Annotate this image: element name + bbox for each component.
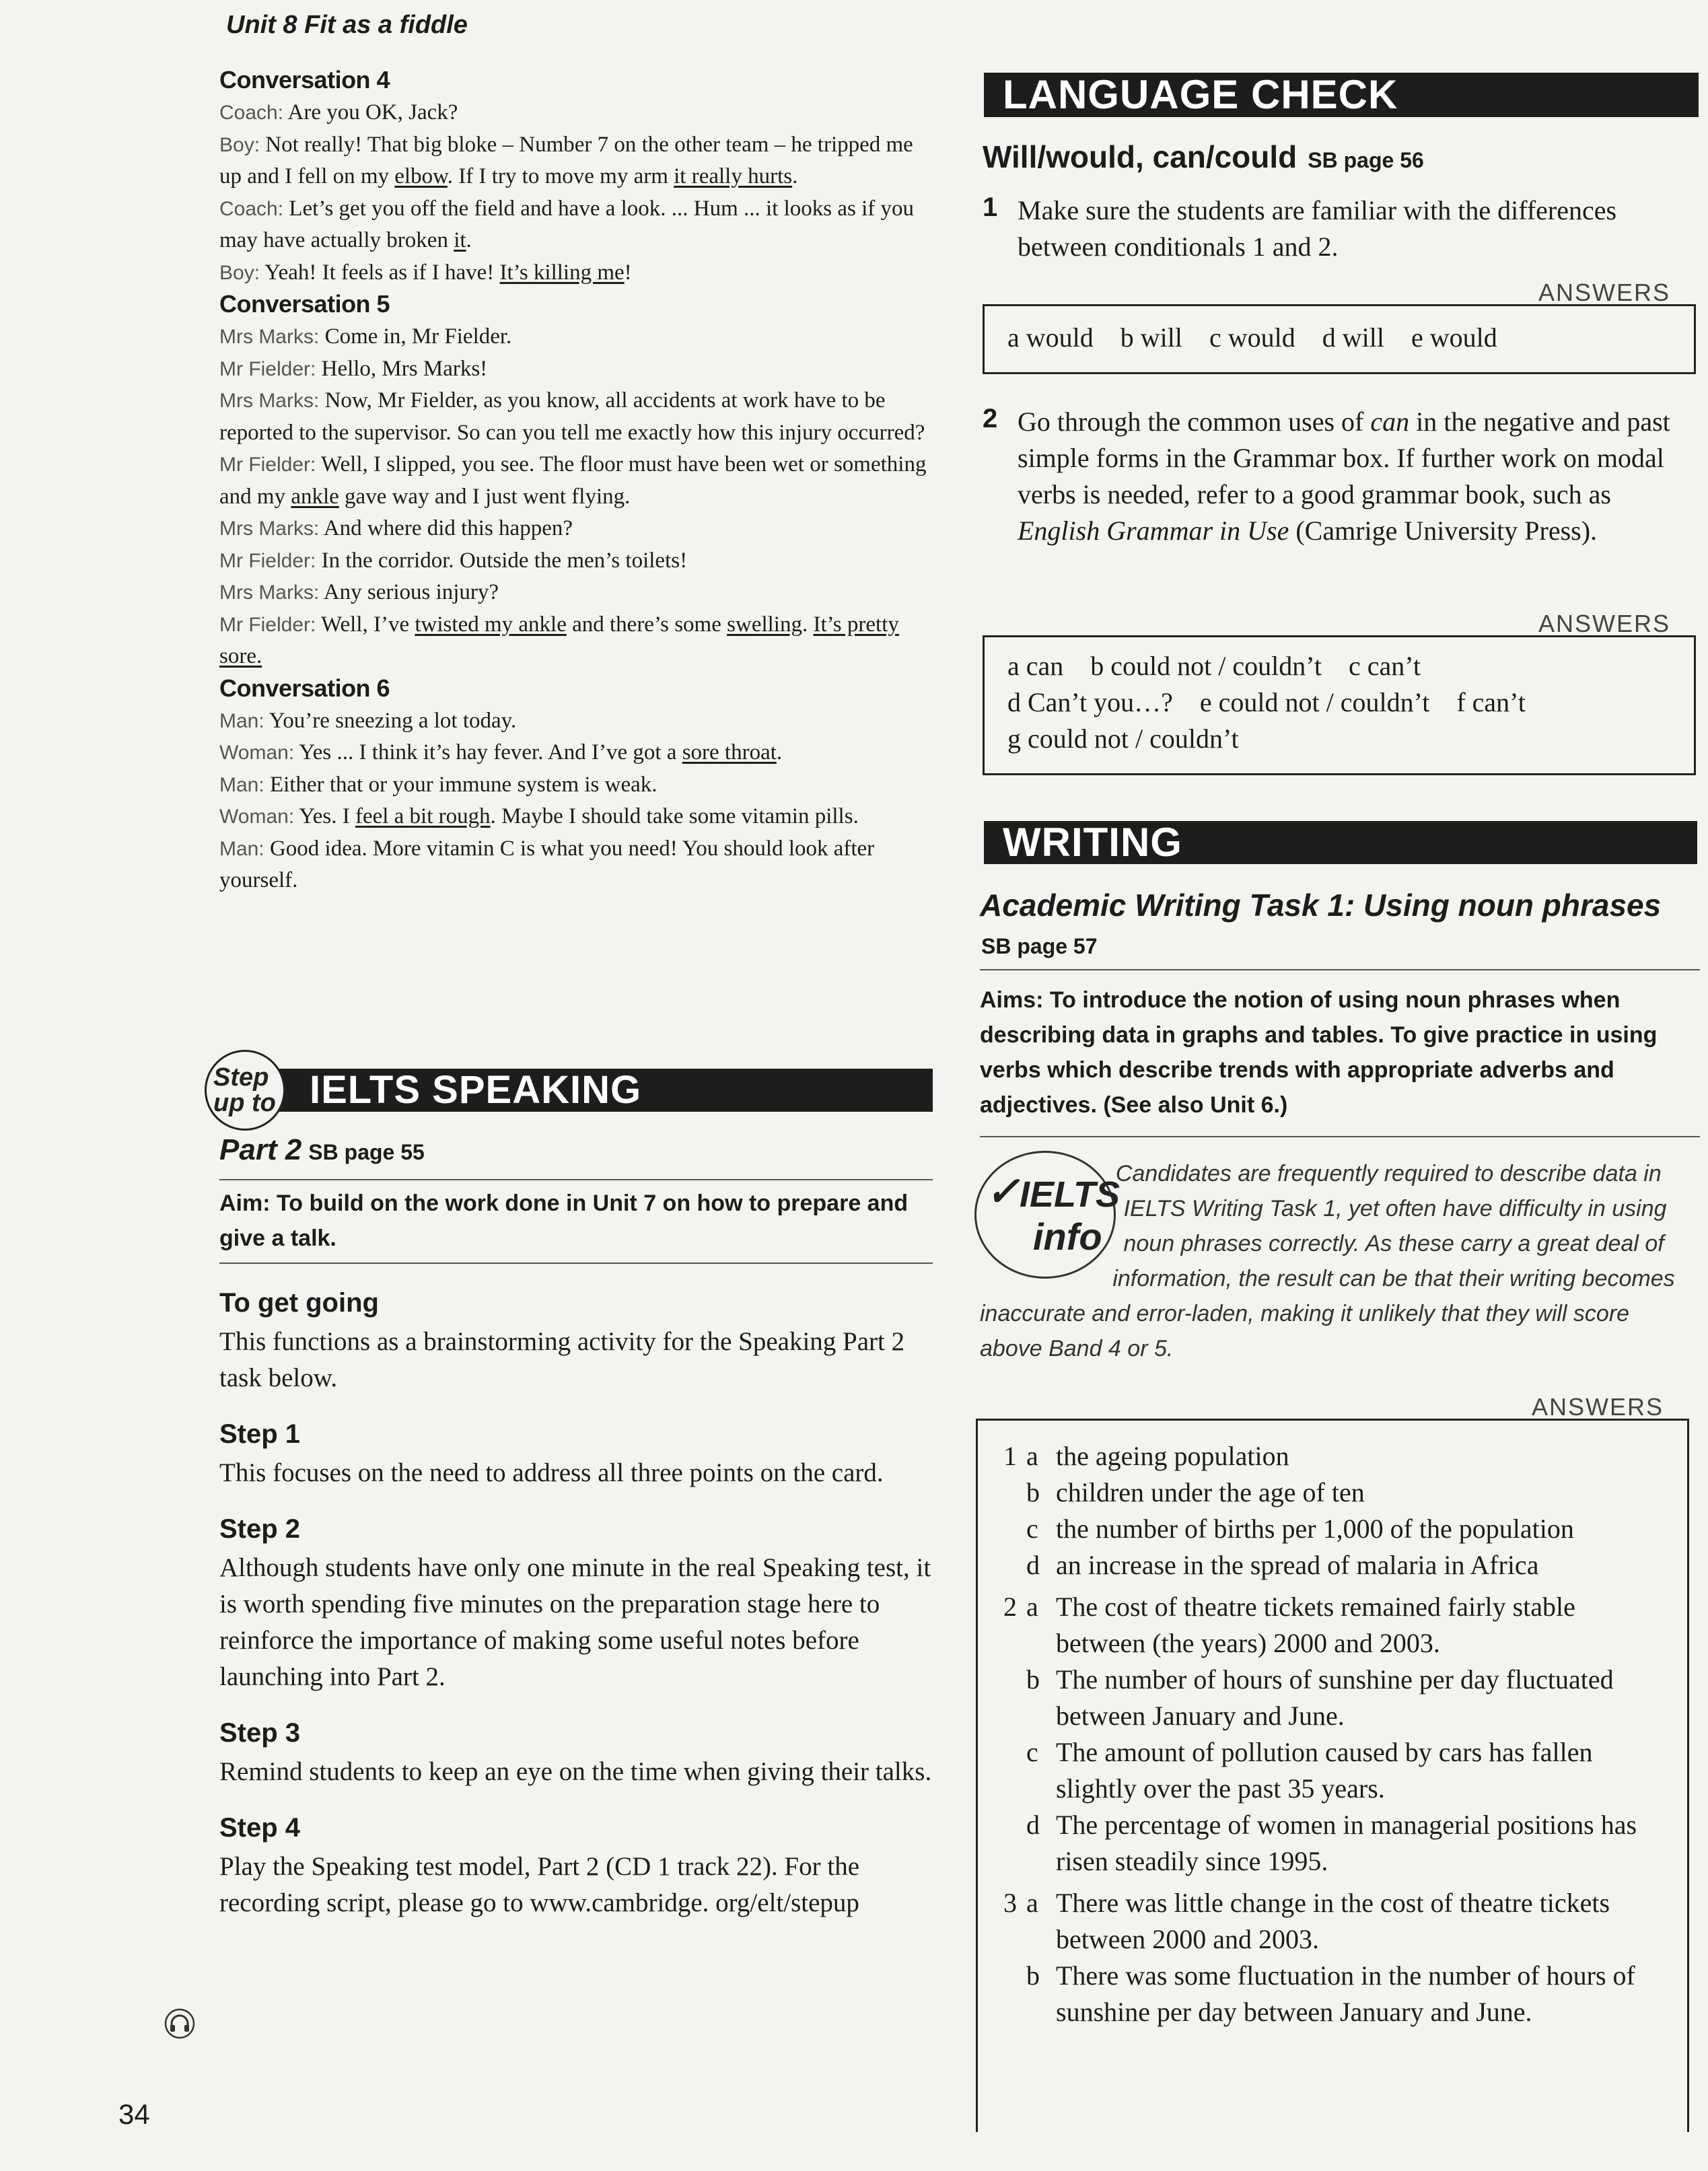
line-text: Yes. I: [299, 804, 355, 828]
aim-box: [219, 1179, 933, 1264]
writing-title: Academic Writing Task 1: Using noun phrases: [980, 888, 1662, 923]
answer-text: the number of births per 1,000 of the population: [1056, 1514, 1574, 1544]
answer-letter: d: [1322, 322, 1336, 353]
step-text: Although students have only one minute in the real Speaking test, it is worth spending five minutes on the preparation stage here to reinforce the importance of making some useful notes before launching into Part 2.: [219, 1553, 931, 1691]
speaker-label: Mrs Marks:: [219, 518, 320, 540]
language-check-title: Will/would, can/could: [983, 139, 1297, 174]
ielts-info-box: [980, 1156, 1697, 1366]
answer-row: [1003, 1547, 1667, 1583]
speaker-label: Mrs Marks:: [219, 581, 320, 604]
line-text: !: [624, 260, 632, 285]
answers-label: ANSWERS: [1538, 610, 1671, 637]
line-text: .: [776, 740, 783, 764]
dialog-line: [219, 321, 929, 353]
speaker-label: Mr Fielder:: [219, 549, 316, 572]
answer-number: [1003, 1547, 1026, 1583]
answer-text: will: [1140, 322, 1182, 353]
answer-text: The amount of pollution caused by cars has fallen slightly over the past 35 years.: [1056, 1737, 1593, 1804]
speaker-label: Mr Fielder:: [219, 454, 316, 476]
speaker-label: Coach:: [219, 102, 284, 124]
item-text: Make sure the students are familiar with the differences between conditionals 1 and 2.: [1018, 195, 1617, 262]
answer-letter: d: [1026, 1810, 1040, 1840]
dialog-line: [219, 737, 929, 769]
speaker-label: Man:: [219, 837, 264, 860]
answer-text: will: [1342, 322, 1384, 353]
answer-row: [1003, 1438, 1667, 1474]
line-text: Come in, Mr Fielder.: [324, 324, 512, 349]
language-check-banner: [984, 73, 1699, 117]
answers-line: [1007, 721, 1671, 757]
answer-number: 3: [1003, 1888, 1017, 1918]
answer-number: [1003, 1958, 1026, 2030]
sb-page-ref: SB page 57: [981, 934, 1098, 958]
speaking-steps: [219, 1288, 933, 1921]
answer-row: [1003, 1885, 1667, 1958]
answer-letter: a: [1026, 1592, 1038, 1622]
ielts-badge-line1: IELTS: [1020, 1174, 1120, 1215]
answer-row: [1003, 1511, 1667, 1547]
answer-letter: b: [1120, 322, 1134, 353]
speaker-label: Mrs Marks:: [219, 390, 320, 412]
step-up-badge: [205, 1050, 285, 1131]
answers-box-1: [983, 304, 1696, 374]
line-text: Yeah! It feels as if I have!: [264, 260, 500, 285]
dialog-line: [219, 97, 929, 129]
underlined-phrase: ankle: [291, 484, 339, 509]
answer-text: the ageing population: [1056, 1441, 1289, 1471]
underlined-phrase: it really hurts: [674, 164, 793, 188]
writing-banner: [984, 821, 1697, 864]
speaker-label: Boy:: [219, 261, 260, 284]
dialog-line: [219, 769, 929, 802]
italic-phrase: English Grammar in Use: [1018, 515, 1289, 546]
answer-text: would: [1026, 322, 1094, 353]
line-text: .: [792, 164, 798, 188]
language-check-banner-label: LANGUAGE CHECK: [1003, 72, 1398, 117]
conversation-heading: Conversation 6: [219, 674, 390, 702]
step-up-badge-line1: Step: [213, 1063, 269, 1092]
ielts-badge-line2: info: [1033, 1215, 1102, 1258]
dialog-line: [219, 577, 929, 609]
line-text: Any serious injury?: [323, 580, 499, 604]
answer-text: an increase in the spread of malaria in Africa: [1056, 1550, 1539, 1580]
underlined-phrase: sore throat: [682, 740, 777, 764]
answer-number: [1003, 1474, 1026, 1511]
underlined-phrase: It’s pretty sore.: [219, 612, 899, 668]
answer-letter: e: [1411, 322, 1423, 353]
answer-row: [1003, 1589, 1667, 1662]
conversation-5: [219, 290, 929, 673]
answer-letter: c: [1026, 1514, 1038, 1544]
answer-letter: e: [1199, 687, 1212, 717]
answer-letter: d: [1026, 1550, 1040, 1580]
line-text: .: [466, 228, 472, 252]
line-text: Hello, Mrs Marks!: [321, 356, 488, 381]
line-text: Are you OK, Jack?: [287, 100, 458, 124]
item-number: 1: [983, 192, 998, 222]
line-text: And where did this happen?: [323, 516, 573, 540]
speaking-step: [219, 1514, 933, 1695]
answer-number: [1003, 1511, 1026, 1547]
line-text: Not really! That big bloke – Number 7 on the other team – he tripped me up and I fell on my: [219, 132, 913, 188]
speaking-step: [219, 1813, 933, 1921]
line-text: Now, Mr Fielder, as you know, all accidents at work have to be reported to the supervisor. So can you tell me exactly how this injury occurred?: [219, 388, 925, 445]
answer-text: The percentage of women in managerial positions has risen steadily since 1995.: [1056, 1810, 1637, 1876]
step-heading: Step 1: [219, 1419, 301, 1449]
answer-row: [1003, 1662, 1667, 1734]
check-icon: ✓: [986, 1169, 1020, 1214]
writing-banner-label: WRITING: [1003, 820, 1182, 865]
dialog-line: [219, 385, 929, 449]
answers-row: [1007, 320, 1671, 356]
headphones-icon: [164, 2008, 195, 2039]
line-text: Let’s get you off the field and have a look. ... Hum ... it looks as if you may have actually broken: [219, 196, 915, 252]
answer-text: could not / couldn’t: [1110, 651, 1322, 681]
underlined-phrase: twisted my ankle: [415, 612, 567, 637]
step-up-badge-line2: up to: [213, 1089, 276, 1117]
speaking-banner: [269, 1069, 933, 1112]
page-number: 34: [118, 2098, 150, 2130]
answer-row: [1003, 1807, 1667, 1880]
line-text: and there’s some: [566, 612, 727, 637]
language-check-item-1: [983, 192, 1696, 265]
answer-row: [1003, 1958, 1667, 2030]
speaker-label: Boy:: [219, 133, 260, 156]
item-text-part: in the negative and past simple forms in the Grammar box. If further work on modal verbs is needed, refer to a good grammar book, such as: [1018, 406, 1670, 509]
answer-text: The number of hours of sunshine per day fluctuated between January and June.: [1056, 1664, 1614, 1731]
answer-letter: c: [1209, 322, 1221, 353]
badge-spacer: [980, 1156, 1127, 1291]
dialog: [219, 97, 929, 289]
answer-text: can’t: [1367, 651, 1421, 681]
answer-letter: c: [1348, 651, 1361, 681]
line-text: Either that or your immune system is weak.: [269, 772, 657, 797]
item-number: 2: [983, 404, 998, 433]
answer-letter: a: [1007, 651, 1020, 681]
underlined-phrase: It’s killing me: [499, 260, 625, 285]
answers-label: ANSWERS: [1532, 1393, 1664, 1421]
italic-phrase: can: [1370, 406, 1410, 437]
conversation-heading: Conversation 5: [219, 290, 390, 318]
answer-number: 2: [1003, 1592, 1017, 1622]
answer-letter: b: [1026, 1477, 1040, 1507]
line-text: In the corridor. Outside the men’s toilets!: [321, 548, 688, 573]
step-heading: Step 3: [219, 1718, 301, 1748]
answer-text: would: [1429, 322, 1497, 353]
answer-letter: g: [1007, 723, 1021, 754]
line-text: You’re sneezing a lot today.: [269, 708, 517, 733]
item-text-part: (Camrige University Press).: [1289, 515, 1598, 546]
dialog-line: [219, 449, 929, 513]
line-text: . Maybe I should take some vitamin pills.: [490, 804, 859, 828]
speaker-label: Mrs Marks:: [219, 326, 320, 348]
speaker-label: Mr Fielder:: [219, 357, 316, 380]
speaking-step: [219, 1288, 933, 1396]
answer-number: [1003, 1734, 1026, 1807]
answers-label: ANSWERS: [1538, 279, 1671, 306]
language-check-item-2: [983, 404, 1699, 549]
dialog-line: [219, 513, 929, 545]
dialog-line: [219, 705, 929, 738]
speaking-step: [219, 1419, 933, 1491]
dialog-line: [219, 609, 929, 673]
answer-number: 1: [1003, 1441, 1017, 1471]
speaker-label: Man:: [219, 709, 264, 732]
speaker-label: Man:: [219, 773, 264, 796]
transcript-column: [219, 66, 929, 897]
dialog: [219, 705, 929, 897]
answer-text: There was little change in the cost of theatre tickets between 2000 and 2003.: [1056, 1888, 1610, 1954]
running-head: Unit 8 Fit as a fiddle: [226, 11, 468, 39]
answer-text: There was some fluctuation in the number of hours of sunshine per day between January and June.: [1056, 1960, 1635, 2027]
answer-row: [1003, 1734, 1667, 1807]
answers-line: [1007, 648, 1671, 684]
answer-text: could not / couldn’t: [1218, 687, 1430, 717]
aim-text: Aim: To build on the work done in Unit 7 on how to prepare and give a talk.: [219, 1190, 909, 1251]
line-text: Good idea. More vitamin C is what you need! You should look after yourself.: [219, 836, 875, 892]
dialog-line: [219, 801, 929, 833]
answer-letter: b: [1090, 651, 1104, 681]
answer-text: Can’t you…?: [1028, 687, 1173, 717]
underlined-phrase: it: [454, 228, 466, 252]
answer-text: would: [1227, 322, 1295, 353]
sb-page-ref: SB page 56: [1308, 148, 1424, 172]
dialog-line: [219, 129, 929, 193]
answer-letter: a: [1007, 322, 1020, 353]
sb-page-ref: SB page 55: [308, 1140, 425, 1164]
line-text: Well, I’ve: [321, 612, 415, 637]
speaker-label: Mr Fielder:: [219, 613, 316, 636]
dialog-line: [219, 545, 929, 577]
speaking-banner-label: IELTS SPEAKING: [310, 1068, 642, 1112]
speaking-section: [219, 1133, 933, 1944]
conversation-4: [219, 66, 929, 289]
speaker-label: Woman:: [219, 742, 295, 764]
underlined-phrase: feel a bit rough: [355, 804, 491, 828]
answer-text: can’t: [1472, 687, 1526, 717]
speaker-label: Woman:: [219, 806, 295, 828]
aims-box: [980, 969, 1700, 1137]
underlined-phrase: swelling: [727, 612, 802, 637]
answers-list: [1003, 1438, 1667, 2030]
aims-text: Aims: To introduce the notion of using noun phrases when describing data in graphs and tables. To give practice in using verbs which describe trends with appropriate adverbs and adjectives. (See also Unit 6.): [980, 987, 1658, 1118]
line-text: .: [802, 612, 814, 637]
answer-letter: b: [1026, 1664, 1040, 1695]
item-text: [1018, 404, 1699, 549]
answer-letter: d: [1007, 687, 1021, 717]
dialog: [219, 321, 929, 673]
dialog-line: [219, 193, 929, 257]
answer-letter: f: [1456, 687, 1466, 717]
dialog-line: [219, 353, 929, 386]
step-text: Play the Speaking test model, Part 2 (CD 1 track 22). For the recording script, please go to www.cambridge. org/elt/stepup: [219, 1852, 860, 1917]
step-heading: Step 4: [219, 1813, 301, 1843]
dialog-line: [219, 833, 929, 897]
answer-letter: a: [1026, 1888, 1038, 1918]
part-title: Part 2: [219, 1133, 302, 1166]
conversation-6: [219, 674, 929, 897]
line-text: gave way and I just went flying.: [339, 484, 631, 509]
answer-number: [1003, 1662, 1026, 1734]
item-text-part: Go through the common uses of: [1018, 406, 1371, 437]
line-text: Well, I slipped, you see. The floor must have been wet or something and my: [219, 452, 927, 509]
answers-line: [1007, 684, 1671, 721]
answer-text: The cost of theatre tickets remained fairly stable between (the years) 2000 and 2003.: [1056, 1592, 1575, 1658]
answer-text: children under the age of ten: [1056, 1477, 1365, 1507]
step-text: Remind students to keep an eye on the time when giving their talks.: [219, 1757, 932, 1786]
answer-letter: a: [1026, 1441, 1038, 1471]
step-heading: Step 2: [219, 1514, 301, 1544]
step-text: This focuses on the need to address all three points on the card.: [219, 1458, 884, 1487]
step-heading: To get going: [219, 1288, 379, 1318]
answers-lines: [1007, 648, 1671, 757]
language-check-title-row: [983, 139, 1424, 175]
answer-row: [1003, 1474, 1667, 1511]
answer-text: could not / couldn’t: [1028, 723, 1239, 754]
speaker-label: Coach:: [219, 197, 284, 220]
answer-text: can: [1026, 651, 1064, 681]
line-text: . If I try to move my arm: [447, 164, 674, 188]
answer-letter: c: [1026, 1737, 1038, 1767]
answer-number: [1003, 1807, 1026, 1880]
answer-letter: b: [1026, 1960, 1040, 1991]
underlined-phrase: elbow: [394, 164, 448, 188]
dialog-line: [219, 257, 929, 289]
speaking-step: [219, 1718, 933, 1790]
conversation-heading: Conversation 4: [219, 66, 390, 94]
answers-box-3: [976, 1419, 1689, 2132]
line-text: Yes ... I think it’s hay fever. And I’ve got a: [299, 740, 682, 764]
step-text: This functions as a brainstorming activity for the Speaking Part 2 task below.: [219, 1327, 905, 1392]
answers-box-2: [983, 635, 1696, 775]
ielts-info-text: Candidates are frequently required to describe data in IELTS Writing Task 1, yet often have difficulty in using noun phrases correctly. As these carry a great deal of information, the result can be that their writing becomes inaccurate and error-laden, making it unlikely that they will score above Band 4 or 5.: [980, 1161, 1675, 1361]
